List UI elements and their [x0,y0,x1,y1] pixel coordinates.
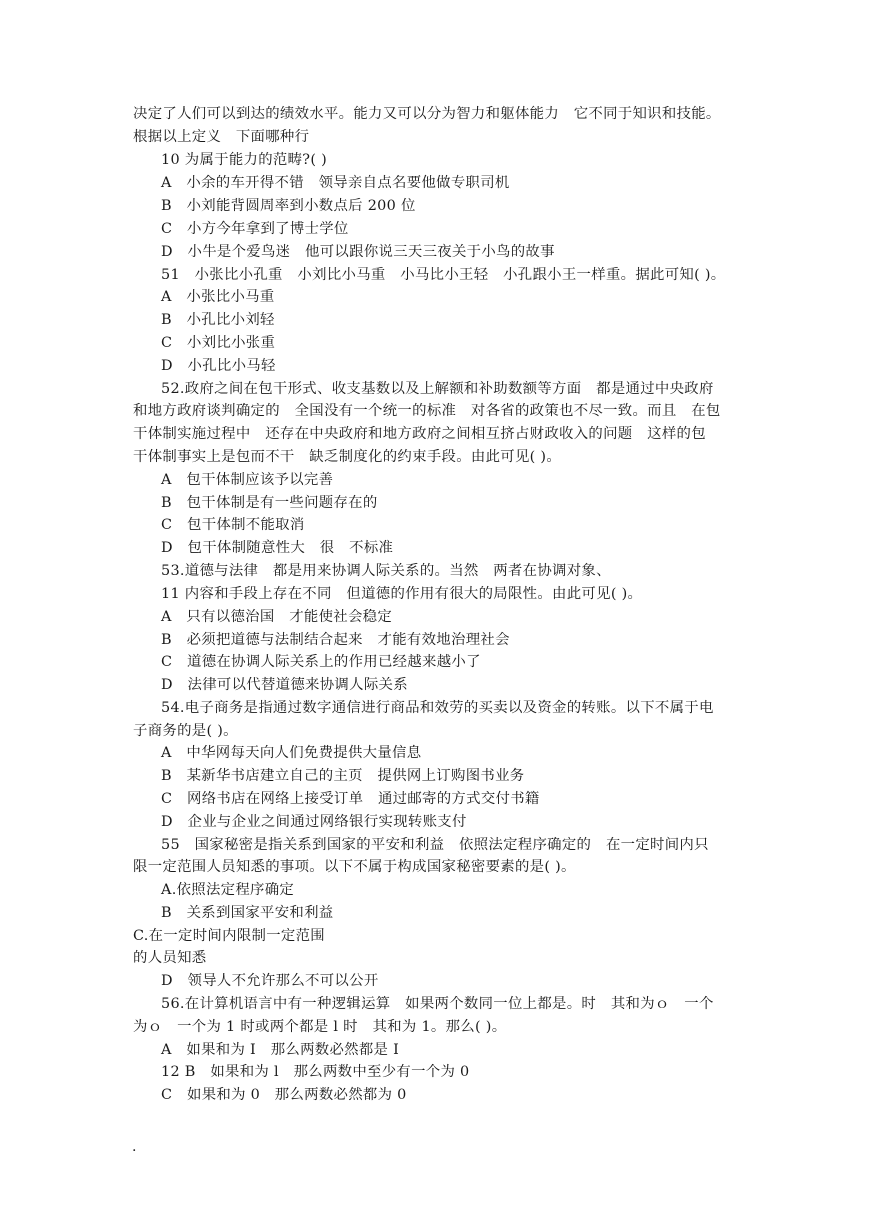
text-line: 10 为属于能力的范畴?( ) [161,152,328,168]
option-line: A 中华网每天向人们免费提供大量信息 [161,745,422,761]
option-line: C 小刘比小张重 [161,335,276,351]
text-line: 根据以上定义 下面哪种行 [133,129,310,145]
question-line: 56.在计算机语言中有一种逻辑运算 如果两个数同一位上都是。时 其和为ｏ 一个 [161,996,714,1012]
option-line: D 法律可以代替道德来协调人际关系 [161,677,408,693]
text-line: 子商务的是( )。 [133,723,238,739]
option-line: C 包干体制不能取消 [161,517,305,533]
option-line: C 网络书店在网络上接受订单 通过邮寄的方式交付书籍 [161,791,540,807]
question-line: 52.政府之间在包干形式、收支基数以及上解额和补助数额等方面 都是通过中央政府 [161,381,714,397]
option-line: A 如果和为 I 那么两数必然都是 I [161,1042,400,1058]
text-line: 和地方政府谈判确定的 全国没有一个统一的标准 对各省的政策也不尽一致。而且 在包 [133,403,721,419]
option-line: A 小余的车开得不错 领导亲自点名要他做专职司机 [161,175,510,191]
question-line: 51 小张比小孔重 小刘比小马重 小马比小王轻 小孔跟小王一样重。据此可知( )。 [161,267,726,283]
option-line: B 包干体制是有一些问题存在的 [161,495,378,511]
option-line: A.依照法定程序确定 [161,882,295,898]
option-line: B 小刘能背圆周率到小数点后 200 位 [161,198,416,214]
option-line: D 领导人不允许那么不可以公开 [161,973,379,989]
option-line: A 只有以德治国 才能使社会稳定 [161,609,393,625]
option-line: D 小孔比小马轻 [161,358,276,374]
text-line: 干体制事实上是包而不干 缺乏制度化的约束手段。由此可见( )。 [133,449,562,465]
option-line: D 小牛是个爱鸟迷 他可以跟你说三天三夜关于小鸟的故事 [161,244,555,260]
option-line: C 小方今年拿到了博士学位 [161,221,349,237]
option-line: B 某新华书店建立自己的主页 提供网上订购图书业务 [161,768,525,784]
footer-mark: . [132,1139,137,1155]
text-line: 决定了人们可以到达的绩效水平。能力又可以分为智力和躯体能力 它不同于知识和技能。 [133,106,721,122]
option-line: 12 B 如果和为 l 那么两数中至少有一个为 0 [161,1064,470,1080]
text-line: 11 内容和手段上存在不同 但道德的作用有很大的局限性。由此可见( )。 [161,586,643,602]
text-line: 干体制实施过程中 还存在中央政府和地方政府之间相互挤占财政收入的问题 这样的包 [133,426,706,442]
option-line: B 关系到国家平安和利益 [161,905,334,921]
option-line: C.在一定时间内限制一定范围 [133,928,325,944]
option-line: D 包干体制随意性大 很 不标准 [161,540,394,556]
option-line: A 小张比小马重 [161,289,275,305]
option-line: B 必须把道德与法制结合起来 才能有效地治理社会 [161,632,510,648]
question-line: 55 国家秘密是指关系到国家的平安和利益 依照法定程序确定的 在一定时间内只 [161,837,709,853]
text-line: 为ｏ 一个为 1 时或两个都是 l 时 其和为 1。那么( )。 [133,1019,507,1035]
question-line: 53.道德与法律 都是用来协调人际关系的。当然 两者在协调对象、 [161,563,611,579]
question-line: 54.电子商务是指通过数字通信进行商品和效劳的买卖以及资金的转账。以下不属于电 [161,700,714,716]
text-line: 限一定范围人员知悉的事项。以下不属于构成国家秘密要素的是( )。 [133,859,576,875]
option-line: D 企业与企业之间通过网络银行实现转账支付 [161,814,467,830]
option-line: A 包干体制应该予以完善 [161,472,334,488]
option-line: B 小孔比小刘轻 [161,312,275,328]
option-line: C 如果和为 0 那么两数必然都为 0 [161,1087,407,1103]
option-line: C 道德在协调人际关系上的作用已经越来越小了 [161,654,481,670]
text-line: 的人员知悉 [133,950,207,966]
